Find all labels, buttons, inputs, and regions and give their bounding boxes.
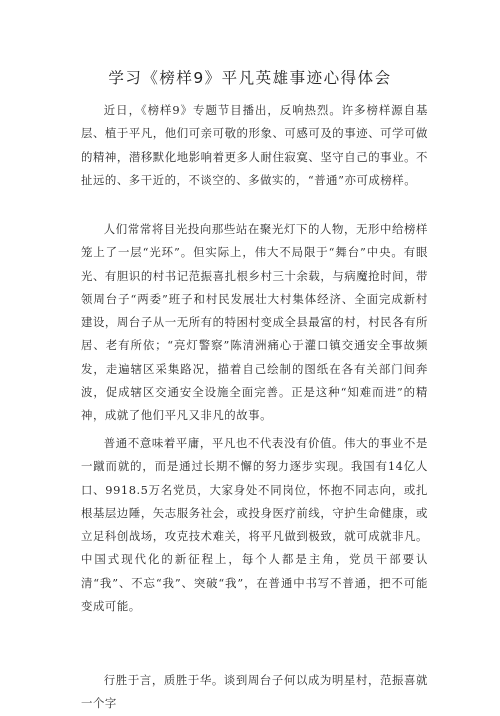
body-paragraph: 近日，《榜样9》专题节目播出，反响热烈。许多榜样源自基层、植于平凡，他们可亲可敬的形象、可感可及的事迹、可学可做的精神，潜移默化地影响着更多人耐住寂寞、坚守自己的事业。不扯远的、多干近的，不谈空的、多做实的，“普通”亦可成榜样。 — [81, 103, 428, 187]
body-paragraph: 普通不意味着平庸，平凡也不代表没有价值。伟大的事业不是一蹴而就的，而是通过长期不懈的努力逐步实现。我国有14亿人口、9918.5万名党员，大家身处不同岗位，怀抱不同志向，或扎根基层边陲，矢志服务社会，或投身医疗前线，守护生命健康，或立足科创战场，攻克技术难关，将平凡做到极致，就可成就非凡。中国式现代化的新征程上，每个人都是主角，党员干部要认清“我”、不忘“我”、突破“我”，在普通中书写不普通，把不可能变成可能。 — [81, 436, 428, 614]
document-title: 学习《榜样9》平凡英雄事迹心得体会 — [108, 69, 392, 87]
body-paragraph: 人们常常将目光投向那些站在聚光灯下的人物，无形中给榜样笼上了一层“光环”。但实际上，伟大不局限于“舞台”中央。有眼光、有胆识的村书记范振喜扎根乡村三十余载，与病魔抢时间，带领周台子“两委”班子和村民发展壮大村集体经济、全面完成新村建设，周台子从一无所有的特困村变成全县最富的村，村民各有所居、老有所依；“亮灯警察”陈清洲痛心于灌口镇交通安全事故频发，走遍辖区采集路况，描着自己绘制的图纸在各有关部门间奔波，促成辖区交通安全设施全面完善。正是这种“知难而进”的精神，成就了他们平凡又非凡的故事。 — [81, 222, 428, 423]
body-paragraph: 行胜于言，质胜于华。谈到周台子何以成为明星村，范振喜就一个字 — [81, 673, 428, 711]
